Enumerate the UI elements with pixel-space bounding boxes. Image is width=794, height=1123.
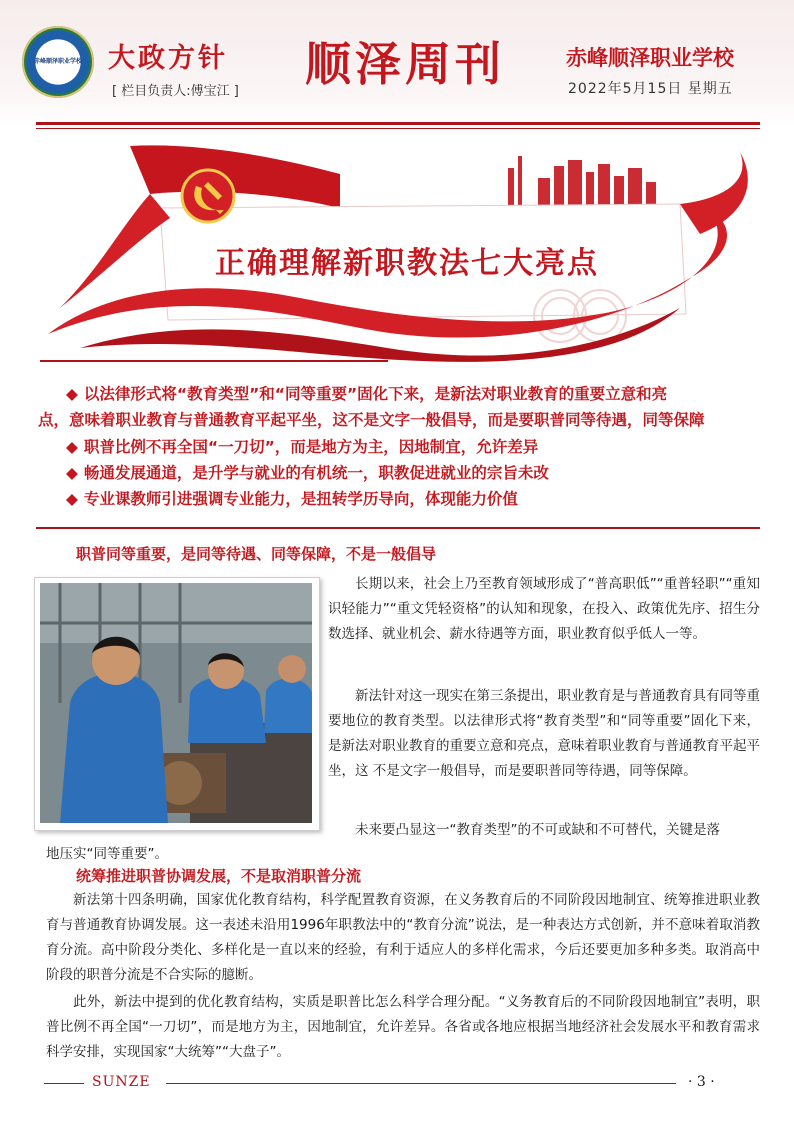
footer-rule-left xyxy=(44,1083,84,1084)
column-editor: [ 栏目负责人:傅宝江 ] xyxy=(112,84,239,99)
diamond-bullet-icon: ◆ xyxy=(66,385,78,403)
section-2-paragraph-2: 此外，新法中提到的优化教育结构，实质是职普比怎么科学合理分配。“义务教育后的不同阶段因地制宜”表明，职普比例不再全国“一刀切”，而是地方为主，因地制宜，允许差异。各省或各地应根据当地经济社会发展水平和教育需求科学安排，实现国家“大统筹”“大盘子”。 xyxy=(46,994,760,1060)
highlight-text: 以法律形式将“教育类型”和“同等重要”固化下来，是新法对职业教育的重要立意和亮 xyxy=(83,385,668,403)
footer-rule-right xyxy=(166,1083,676,1084)
masthead-title: 顺泽周刊 xyxy=(305,37,505,91)
highlight-text: 专业课教师引进强调专业能力，是扭转学历导向，体现能力价值 xyxy=(83,490,518,508)
banner-title: 正确理解新职教法七大亮点 xyxy=(215,246,599,281)
issue-date: 2022年5月15日 星期五 xyxy=(568,81,733,97)
diamond-bullet-icon: ◆ xyxy=(66,438,78,456)
section-2-title: 统筹推进职普协调发展，不是取消职普分流 xyxy=(76,867,362,885)
footer-brand: SUNZE xyxy=(92,1074,151,1090)
section-1-paragraph-2: 新法针对这一现实在第三条提出，职业教育是与普通教育具有同等重要地位的教育类型。以法律形式将“教育类型”和“同等重要”固化下来，是新法对职业教育的重要立意和亮点，意味着职业教育与普通教育平起平坐，这 不是文字一般倡导，而是要职普同等待遇，同等保障。 xyxy=(328,688,760,779)
page-number: · 3 · xyxy=(688,1074,715,1090)
section-2-paragraph-1: 新法第十四条明确，国家优化教育结构，科学配置教育资源，在义务教育后的不同阶段因地制宜、统筹推进职业教育与普通教育协调发展。这一表述未沿用1996年职教法中的“教育分流”说法，是一种表达方式创新，并不意味着取消教育分流。高中阶段分类化、多样化是一直以来的经验，有利于适应人的多样化需求，今后还要更加多种多类。取消高中阶段的职普分流是不合实际的臆断。 xyxy=(46,892,760,983)
column-title: 大政方针 xyxy=(108,43,228,74)
section-1-paragraph-1: 长期以来，社会上乃至教育领域形成了“普高职低”“重普轻职”“重知识轻能力”“重文凭轻资格”的认知和现象，在投入、政策优先序、招生分数选择、就业机会、薪水待遇等方面，职业教育似乎低人一等。 xyxy=(328,576,760,642)
highlight-3 xyxy=(66,460,549,486)
header-rule xyxy=(36,122,760,125)
logo-text: 赤峰顺泽职业学校 xyxy=(33,58,82,65)
diamond-bullet-icon: ◆ xyxy=(66,464,78,482)
diamond-bullet-icon: ◆ xyxy=(66,490,78,508)
highlight-text: 职普比例不再全国“一刀切”，而是地方为主，因地制宜，允许差异 xyxy=(83,438,539,456)
highlight-text: 畅通发展通道，是升学与就业的有机统一，职教促进就业的宗旨未改 xyxy=(83,464,549,482)
section-1-title: 职普同等重要，是同等待遇、同等保障，不是一般倡导 xyxy=(76,545,437,563)
section-1-paragraph-3b: 地压实“同等重要”。 xyxy=(46,846,168,862)
header-rule-thin xyxy=(36,128,760,129)
students-lathe-photo xyxy=(40,583,312,823)
school-name: 赤峰顺泽职业学校 xyxy=(566,46,734,70)
highlight-2 xyxy=(66,434,538,460)
highlight-1-line-2: 点，意味着职业教育与普通教育平起平坐，这不是文字一般倡导，而是要职普同等待遇，同等保障 xyxy=(38,411,705,429)
highlight-1-line-1 xyxy=(66,381,667,407)
section-1-paragraph-3a: 未来要凸显这一“教育类型”的不可或缺和不可替代，关键是落 xyxy=(355,822,720,838)
highlight-4 xyxy=(66,486,518,512)
section-divider xyxy=(36,527,760,529)
